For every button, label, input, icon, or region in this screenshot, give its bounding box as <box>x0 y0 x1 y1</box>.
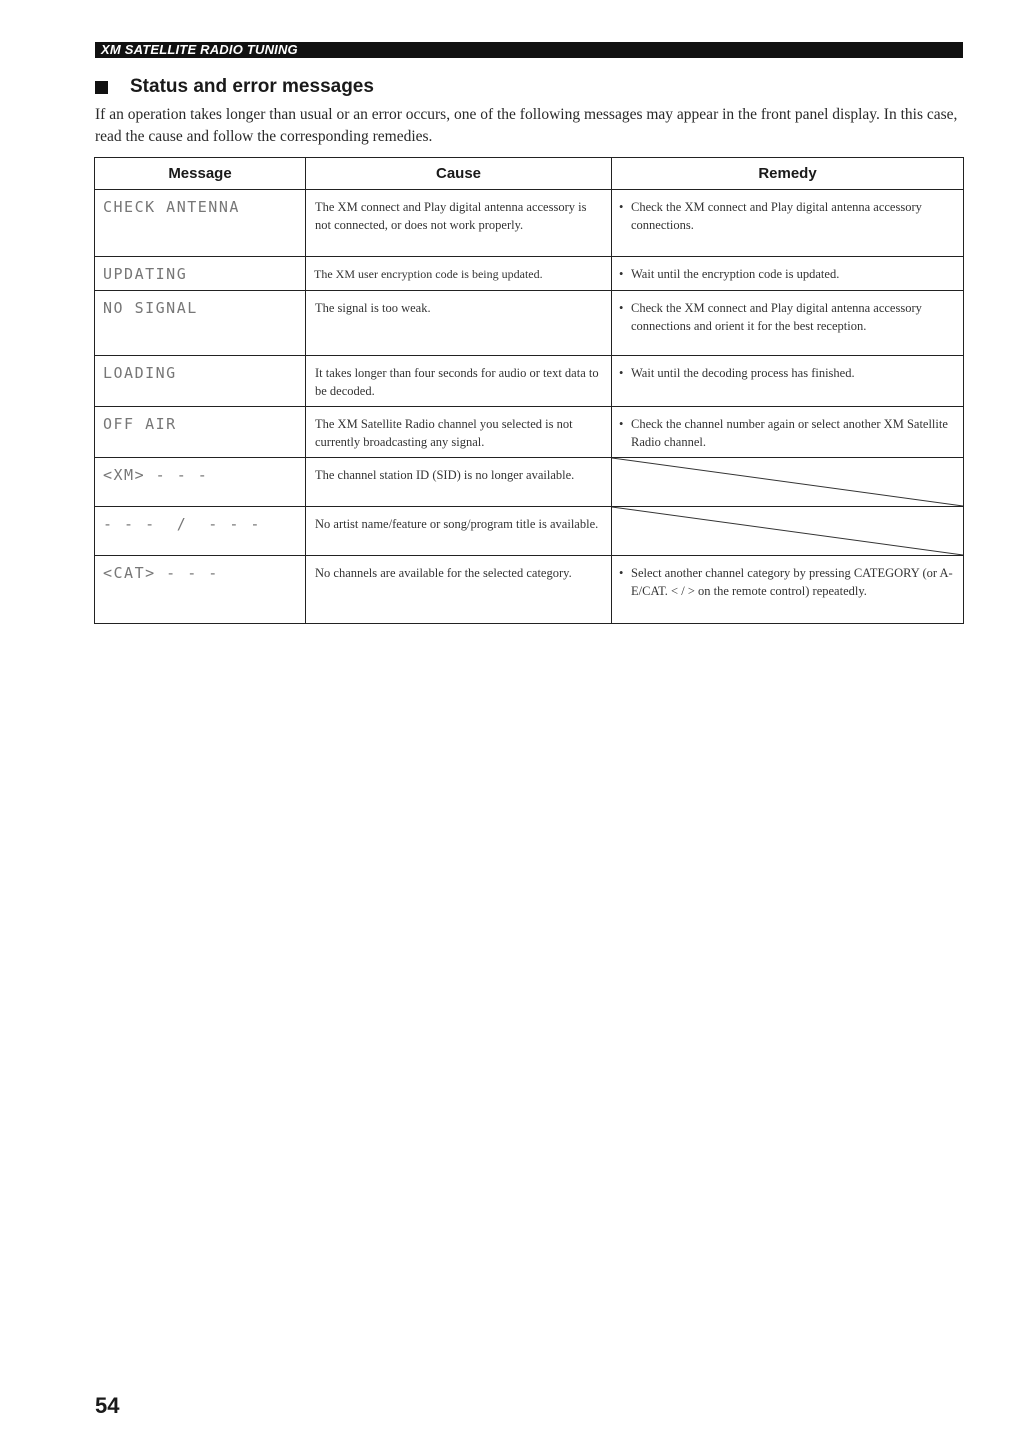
status-messages-table <box>94 157 964 624</box>
cause-cell: The XM user encryption code is being updated. <box>306 257 612 291</box>
section-header-bar: XM SATELLITE RADIO TUNING <box>95 42 963 58</box>
message-cell: <CAT> - - - <box>95 556 306 624</box>
header-message: Message <box>95 158 306 190</box>
cause-cell: The channel station ID (SID) is no longer available. <box>306 458 612 507</box>
remedy-text: Wait until the encryption code is updated. <box>631 267 840 281</box>
bullet-icon: • <box>619 417 624 431</box>
remedy-cell <box>612 190 964 257</box>
diagonal-strike <box>612 458 963 506</box>
table-row <box>95 257 964 291</box>
table-row <box>95 507 964 556</box>
table-header-row <box>95 158 964 190</box>
cause-cell: No artist name/feature or song/program title is available. <box>306 507 612 556</box>
table-row <box>95 458 964 507</box>
table-row <box>95 407 964 458</box>
remedy-cell <box>612 556 964 624</box>
cause-cell: No channels are available for the selected category. <box>306 556 612 624</box>
table-row <box>95 556 964 624</box>
remedy-cell-empty <box>612 507 964 556</box>
diagonal-strike <box>612 507 963 555</box>
remedy-cell-empty <box>612 458 964 507</box>
heading-title: Status and error messages <box>130 76 374 97</box>
message-cell: <XM> - - - <box>95 458 306 507</box>
message-cell: LOADING <box>95 356 306 407</box>
table-row <box>95 190 964 257</box>
remedy-text: Check the XM connect and Play digital antenna accessory connections and orient it for the best reception. <box>631 301 922 333</box>
remedy-text: Wait until the decoding process has finished. <box>631 366 855 380</box>
table-row <box>95 356 964 407</box>
bullet-icon: • <box>619 366 624 380</box>
remedy-cell <box>612 291 964 356</box>
bullet-icon: • <box>619 301 624 315</box>
cause-cell: The signal is too weak. <box>306 291 612 356</box>
message-cell: NO SIGNAL <box>95 291 306 356</box>
remedy-text: Check the XM connect and Play digital antenna accessory connections. <box>631 200 922 232</box>
remedy-text: Select another channel category by pressing CATEGORY (or A-E/CAT. < / > on the remote control) repeatedly. <box>631 566 953 598</box>
page-number: 54 <box>95 1393 120 1418</box>
section-heading <box>95 75 374 99</box>
remedy-cell <box>612 257 964 291</box>
remedy-cell <box>612 407 964 458</box>
remedy-text: Check the channel number again or select another XM Satellite Radio channel. <box>631 417 948 449</box>
cause-cell: It takes longer than four seconds for audio or text data to be decoded. <box>306 356 612 407</box>
heading-square-icon <box>95 81 108 94</box>
bullet-icon: • <box>619 267 624 281</box>
message-cell: - - - / - - - <box>95 507 306 556</box>
message-cell: UPDATING <box>95 257 306 291</box>
table-row <box>95 291 964 356</box>
message-cell: OFF AIR <box>95 407 306 458</box>
bullet-icon: • <box>619 566 624 580</box>
intro-paragraph: If an operation takes longer than usual or an error occurs, one of the following messages may appear in the front panel display. In this case, read the cause and follow the corresponding remedies. <box>95 106 958 145</box>
cause-cell: The XM connect and Play digital antenna accessory is not connected, or does not work properly. <box>306 190 612 257</box>
bullet-icon: • <box>619 200 624 214</box>
remedy-cell <box>612 356 964 407</box>
cause-cell: The XM Satellite Radio channel you selected is not currently broadcasting any signal. <box>306 407 612 458</box>
header-cause: Cause <box>306 158 612 190</box>
header-remedy: Remedy <box>612 158 964 190</box>
message-cell: CHECK ANTENNA <box>95 190 306 257</box>
